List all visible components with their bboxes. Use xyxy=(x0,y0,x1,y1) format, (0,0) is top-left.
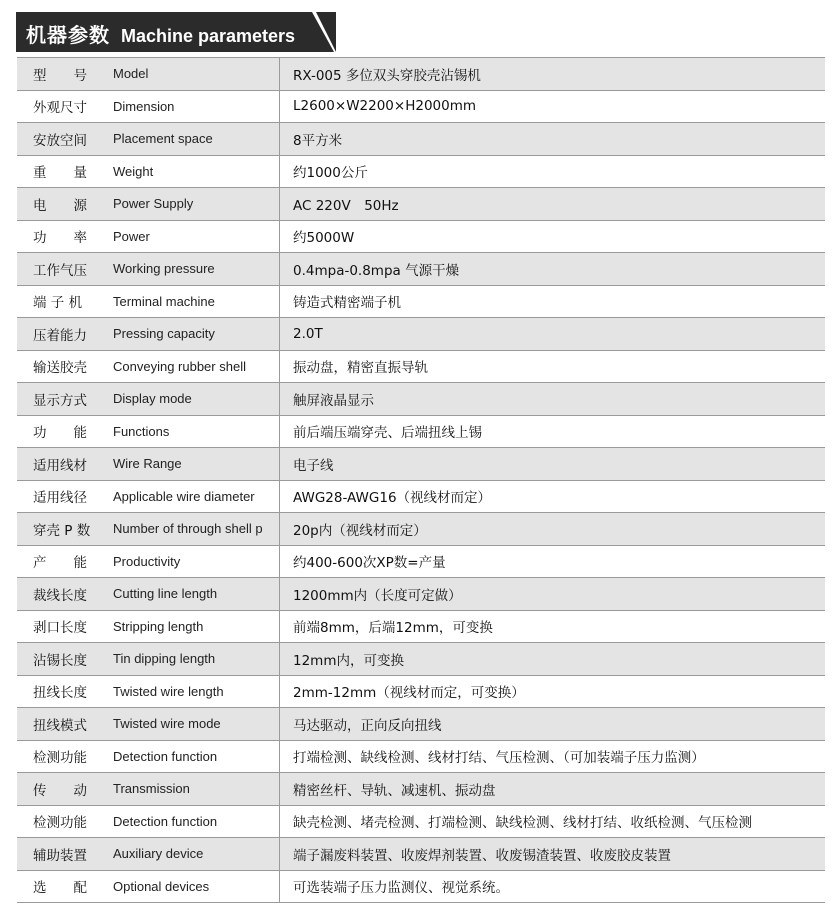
section-title-en: Machine parameters xyxy=(120,26,296,46)
param-name-cn: 扭线模式 xyxy=(33,717,87,734)
param-name-cn: 裁线长度 xyxy=(33,587,87,604)
table-row xyxy=(17,676,825,709)
column-divider xyxy=(279,91,280,123)
table-row xyxy=(17,773,825,806)
param-value: RX-005 多位双头穿胶壳沾锡机 xyxy=(293,67,481,84)
param-name-cn: 检测功能 xyxy=(33,815,87,832)
column-divider xyxy=(279,221,280,253)
column-divider xyxy=(279,513,280,545)
param-value: 铸造式精密端子机 xyxy=(293,295,401,312)
param-name-cn: 适用线材 xyxy=(33,457,87,474)
table-row xyxy=(17,416,825,449)
param-value: L2600×W2200×H2000mm xyxy=(293,98,477,115)
table-row xyxy=(17,253,825,286)
param-value: 20p内（视线材而定） xyxy=(293,522,427,539)
column-divider xyxy=(279,838,280,870)
table-row xyxy=(17,741,825,774)
param-name-en: Wire Range xyxy=(113,456,182,472)
param-name-cn: 外观尺寸 xyxy=(33,100,87,117)
param-name-en: Power xyxy=(113,228,150,244)
param-name-cn: 端 子 机 xyxy=(33,295,83,312)
table-row xyxy=(17,351,825,384)
param-name-en: Terminal machine xyxy=(113,293,215,309)
param-name-cn: 穿壳 P 数 xyxy=(33,522,91,539)
table-row xyxy=(17,871,825,904)
column-divider xyxy=(279,773,280,805)
param-value: 前后端压端穿壳、后端扭线上锡 xyxy=(293,425,482,442)
column-divider xyxy=(279,383,280,415)
column-divider xyxy=(279,286,280,318)
parameter-table xyxy=(17,57,825,903)
param-value: 2mm-12mm（视线材而定，可变换） xyxy=(293,685,525,702)
param-name-cn: 安放空间 xyxy=(33,132,87,149)
param-name-cn: 沾锡长度 xyxy=(33,652,87,669)
param-name-en: Placement space xyxy=(113,131,213,147)
param-name-en: Power Supply xyxy=(113,196,194,212)
param-value: 约400-600次XP数=产量 xyxy=(293,555,446,572)
param-name-cn: 工作气压 xyxy=(33,262,87,279)
column-divider xyxy=(279,481,280,513)
param-value: 2.0T xyxy=(293,325,323,342)
param-name-en: Cutting line length xyxy=(113,586,218,602)
param-name-cn: 电 源 xyxy=(33,197,87,214)
column-divider xyxy=(279,188,280,220)
param-name-en: Dimension xyxy=(113,98,175,114)
param-value: 触屏液晶显示 xyxy=(293,392,374,409)
column-divider xyxy=(279,708,280,740)
column-divider xyxy=(279,546,280,578)
section-title xyxy=(26,19,295,48)
param-value: 前端8mm，后端12mm，可变换 xyxy=(293,620,493,637)
param-value: 1200mm内（长度可定做） xyxy=(293,587,462,604)
table-row xyxy=(17,448,825,481)
param-name-en: Auxiliary device xyxy=(113,846,204,862)
column-divider xyxy=(279,741,280,773)
param-name-en: Transmission xyxy=(113,781,190,797)
param-name-en: Working pressure xyxy=(113,261,215,277)
param-name-cn: 扭线长度 xyxy=(33,685,87,702)
table-row xyxy=(17,318,825,351)
column-divider xyxy=(279,253,280,285)
column-divider xyxy=(279,806,280,838)
table-row xyxy=(17,156,825,189)
param-value: 约5000W xyxy=(293,230,355,247)
param-name-cn: 辅助装置 xyxy=(33,847,87,864)
param-name-en: Display mode xyxy=(113,391,192,407)
param-value: 精密丝杆、导轨、减速机、振动盘 xyxy=(293,782,496,799)
column-divider xyxy=(279,416,280,448)
param-value: 打端检测、缺线检测、线材打结、气压检测、（可加装端子压力监测） xyxy=(293,750,705,767)
param-value: 振动盘，精密直振导轨 xyxy=(293,360,428,377)
table-row xyxy=(17,286,825,319)
table-row xyxy=(17,546,825,579)
param-name-en: Detection function xyxy=(113,748,218,764)
table-row xyxy=(17,188,825,221)
param-name-cn: 显示方式 xyxy=(33,392,87,409)
param-name-en: Productivity xyxy=(113,553,181,569)
param-name-en: Applicable wire diameter xyxy=(113,488,255,504)
table-row xyxy=(17,383,825,416)
param-name-en: Number of through shell p xyxy=(113,521,263,537)
param-name-en: Model xyxy=(113,66,149,82)
param-name-en: Stripping length xyxy=(113,618,204,634)
param-name-en: Twisted wire length xyxy=(113,683,224,699)
param-value: AC 220V 50Hz xyxy=(293,197,399,214)
param-name-cn: 检测功能 xyxy=(33,750,87,767)
table-row xyxy=(17,708,825,741)
param-value: 12mm内，可变换 xyxy=(293,652,404,669)
table-row xyxy=(17,481,825,514)
param-value: AWG28-AWG16（视线材而定） xyxy=(293,490,492,507)
param-name-en: Optional devices xyxy=(113,878,210,894)
column-divider xyxy=(279,123,280,155)
param-name-cn: 输送胶壳 xyxy=(33,360,87,377)
param-value: 可选装端子压力监测仪、视觉系统。 xyxy=(293,880,509,897)
param-name-cn: 型 号 xyxy=(33,67,87,84)
param-value: 约1000公斤 xyxy=(293,165,368,182)
param-value: 电子线 xyxy=(293,457,334,474)
column-divider xyxy=(279,611,280,643)
param-value: 8平方米 xyxy=(293,132,343,149)
column-divider xyxy=(279,578,280,610)
param-name-en: Pressing capacity xyxy=(113,326,215,342)
table-row xyxy=(17,578,825,611)
column-divider xyxy=(279,448,280,480)
table-row xyxy=(17,806,825,839)
table-row xyxy=(17,123,825,156)
param-name-cn: 适用线径 xyxy=(33,490,87,507)
param-name-cn: 功 率 xyxy=(33,230,87,247)
table-row xyxy=(17,91,825,124)
section-header xyxy=(16,12,334,52)
param-name-en: Weight xyxy=(113,163,154,179)
table-row xyxy=(17,221,825,254)
param-value: 马达驱动，正向反向扭线 xyxy=(293,717,442,734)
param-value: 端子漏废料装置、收废焊剂装置、收废锡渣装置、收废胶皮装置 xyxy=(293,847,671,864)
section-title-cn: 机器参数 xyxy=(26,23,110,47)
param-name-cn: 压着能力 xyxy=(33,327,87,344)
param-name-cn: 剥口长度 xyxy=(33,620,87,637)
table-row xyxy=(17,838,825,871)
table-row xyxy=(17,513,825,546)
column-divider xyxy=(279,676,280,708)
param-name-cn: 重 量 xyxy=(33,165,87,182)
param-name-cn: 功 能 xyxy=(33,425,87,442)
table-row xyxy=(17,611,825,644)
param-value: 0.4mpa-0.8mpa 气源干燥 xyxy=(293,262,460,279)
column-divider xyxy=(279,58,280,90)
param-name-en: Tin dipping length xyxy=(113,651,216,667)
param-name-en: Conveying rubber shell xyxy=(113,358,246,374)
param-name-cn: 传 动 xyxy=(33,782,87,799)
column-divider xyxy=(279,871,280,903)
column-divider xyxy=(279,318,280,350)
column-divider xyxy=(279,156,280,188)
param-value: 缺壳检测、堵壳检测、打端检测、缺线检测、线材打结、收纸检测、气压检测 xyxy=(293,815,752,832)
param-name-cn: 产 能 xyxy=(33,555,87,572)
param-name-en: Twisted wire mode xyxy=(113,716,221,732)
param-name-en: Detection function xyxy=(113,813,218,829)
column-divider xyxy=(279,643,280,675)
column-divider xyxy=(279,351,280,383)
param-name-cn: 选 配 xyxy=(33,880,87,897)
table-row xyxy=(17,58,825,91)
table-row xyxy=(17,643,825,676)
param-name-en: Functions xyxy=(113,423,170,439)
